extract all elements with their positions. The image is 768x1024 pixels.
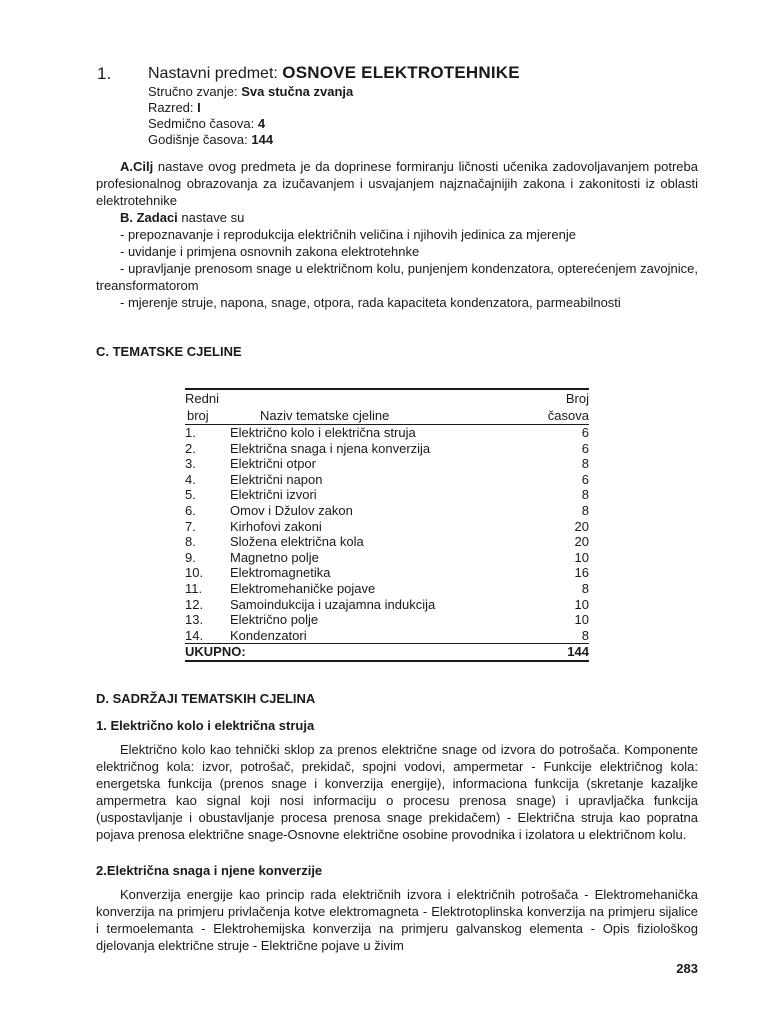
row-hours: 6 — [581, 440, 589, 456]
row-name: Električno polje — [230, 612, 319, 628]
subject-meta-line — [148, 116, 520, 132]
row-num: 12. — [185, 596, 204, 612]
table-row — [185, 441, 589, 457]
goals-label: A.Cilj — [120, 159, 154, 174]
subject-name: OSNOVE ELEKTROTEHNIKE — [282, 63, 520, 82]
row-hours: 6 — [581, 425, 589, 440]
table-total-row — [185, 644, 589, 661]
col-hours-header: Broj — [565, 391, 589, 406]
row-hours: 16 — [574, 565, 589, 581]
meta-value: I — [197, 100, 201, 115]
subsection-2 — [96, 886, 698, 954]
table-row — [185, 472, 589, 488]
row-name: Kirhofovi zakoni — [230, 518, 322, 534]
table-row — [185, 487, 589, 503]
subject-prefix: Nastavni predmet: — [148, 65, 278, 82]
tasks-label: B. Zadaci — [120, 210, 178, 225]
row-name: Kondenzatori — [230, 628, 529, 644]
total-hours: 144 — [529, 644, 589, 661]
subject-title — [148, 63, 520, 84]
col-num-header: Redni — [185, 391, 219, 406]
table-row — [185, 550, 589, 566]
row-name: Elektromagnetika — [230, 565, 331, 581]
subsection-1 — [96, 741, 698, 843]
row-num: 7. — [185, 518, 196, 534]
subsection-1-text: Električno kolo kao tehnički sklop za prenos električne snage od izvora do potrošača. Komponente električnog kola: izvor, potrošač, prekidač, spojni vodovi, ampermetar - Funkcije električnog kola: energetska funkcija (prenos snage i konverzija energije), informaciona funkcija (skretanje kazaljke ampermetra kao signal koji nosi informaciju o procesu prenosa snage) i upravljačka funkcija (uspostavljanje i obustavljanje procesa prenosa snage prekidačem) - Električna struja kao popratna pojava prenosa električne snage-Osnovne električne osobine provodnika i izolatora u električnom kolu. — [96, 742, 698, 842]
row-hours: 10 — [574, 596, 589, 612]
table-row — [185, 581, 589, 597]
task-item: - upravljanje prenosom snage u električnom kolu, punjenjem kondenzatora, opterećenjem zavojnice, treansformatorom — [96, 261, 698, 293]
subject-meta-line — [148, 132, 520, 148]
row-hours: 20 — [574, 534, 589, 550]
table-row — [185, 597, 589, 613]
row-num: 14. — [185, 628, 230, 644]
row-name: Električni izvori — [230, 487, 317, 503]
units-heading: C. TEMATSKE CJELINE — [96, 344, 242, 359]
tasks-intro-text: nastave su — [181, 210, 245, 225]
row-name: Električna snaga i njena konverzija — [230, 440, 431, 456]
subject-meta-line — [148, 84, 520, 100]
table-header-row — [185, 389, 589, 407]
task-item: - uvidanje i primjena osnovnih zakona elektrotehnke — [120, 244, 420, 259]
row-num: 2. — [185, 440, 196, 456]
table-row — [185, 628, 589, 644]
meta-value: 4 — [257, 116, 266, 131]
row-hours: 8 — [581, 456, 589, 472]
row-hours: 8 — [581, 502, 589, 518]
task-item: - mjerenje struje, napona, snage, otpora, rada kapaciteta kondenzatora, parmeabilnosti — [120, 295, 621, 310]
row-hours: 6 — [581, 471, 589, 487]
row-hours: 20 — [574, 518, 589, 534]
col-name-header: Naziv tematske cjeline — [230, 407, 529, 425]
meta-value: 144 — [251, 132, 274, 147]
subsection-1-title: 1. Električno kolo i električna struja — [96, 718, 315, 733]
subject-meta-line — [148, 100, 520, 116]
row-num: 6. — [185, 502, 196, 518]
row-num: 4. — [185, 471, 196, 487]
row-name: Omov i Džulov zakon — [230, 502, 353, 518]
subsection-2-text: Konverzija energije kao princip rada električnih izvora i električnih potrošača - Elektromehanička konverzija na primjeru privlačenja kotve elektromagneta - Elektrotoplinska konverzija na primjeru sijalice i termoelemanta - Elektrohemijska konverzija na primjeru galvanskog elementa - Opis fiziološkog djelovanja električne struje - Električne pojave u živim — [96, 887, 698, 953]
meta-label: Stručno zvanje: — [148, 84, 238, 99]
contents-heading: D. SADRŽAJI TEMATSKIH CJELINA — [96, 691, 316, 706]
row-name: Složena električna kola — [230, 534, 364, 550]
goals-text: nastave ovog predmeta je da doprinese formiranju ličnosti učenika zadovoljavanjem potreba profesionalnog obrazovanja za izučavanjem i usvajanjem najznačajnijih zakona i zakonitosti iz oblasti elektrotehnike — [96, 159, 698, 208]
row-num: 8. — [185, 534, 196, 550]
task-item: - prepoznavanje i reprodukcija električnih veličina i njihovih jedinica za mjerenje — [120, 227, 576, 242]
meta-label: Razred: — [148, 100, 194, 115]
row-num: 3. — [185, 456, 196, 472]
subject-header — [148, 63, 520, 148]
row-hours: 10 — [574, 612, 589, 628]
tasks-intro — [96, 209, 698, 226]
table-row — [185, 612, 589, 628]
row-num: 11. — [185, 580, 203, 596]
table-row — [185, 519, 589, 535]
table-row — [185, 534, 589, 550]
meta-label: Sedmično časova: — [148, 116, 255, 131]
row-num: 9. — [185, 549, 196, 565]
meta-value: Sva stučna zvanja — [241, 84, 354, 99]
col-num-header-2: broj — [187, 408, 209, 423]
table-row — [185, 565, 589, 581]
units-table — [185, 388, 589, 662]
row-hours: 8 — [581, 580, 589, 596]
goals-paragraph — [96, 158, 698, 209]
row-num: 13. — [185, 612, 204, 628]
total-label: UKUPNO: — [185, 644, 529, 661]
row-name: Električno kolo i električna struja — [230, 425, 416, 440]
row-name: Električni napon — [230, 471, 323, 487]
row-num: 1. — [185, 425, 196, 440]
goals-and-tasks — [96, 158, 698, 311]
row-hours: 8 — [581, 487, 589, 503]
row-hours: 10 — [574, 549, 589, 565]
col-hours-header-2: časova — [529, 407, 589, 425]
meta-label: Godišnje časova: — [148, 132, 248, 147]
table-row — [185, 456, 589, 472]
row-name: Elektromehaničke pojave — [230, 580, 376, 596]
table-row — [185, 503, 589, 519]
row-num: 5. — [185, 487, 196, 503]
table-row — [185, 425, 589, 441]
subsection-2-title: 2.Električna snaga i njene konverzije — [96, 863, 323, 878]
row-num: 10. — [185, 565, 204, 581]
row-name: Magnetno polje — [230, 549, 319, 565]
table-header-row — [185, 407, 589, 425]
page-number: 283 — [676, 961, 698, 976]
row-name: Samoindukcija i uzajamna indukcija — [230, 596, 436, 612]
row-hours: 8 — [529, 628, 589, 644]
row-name: Električni otpor — [230, 456, 316, 472]
section-number: 1. — [97, 64, 112, 83]
